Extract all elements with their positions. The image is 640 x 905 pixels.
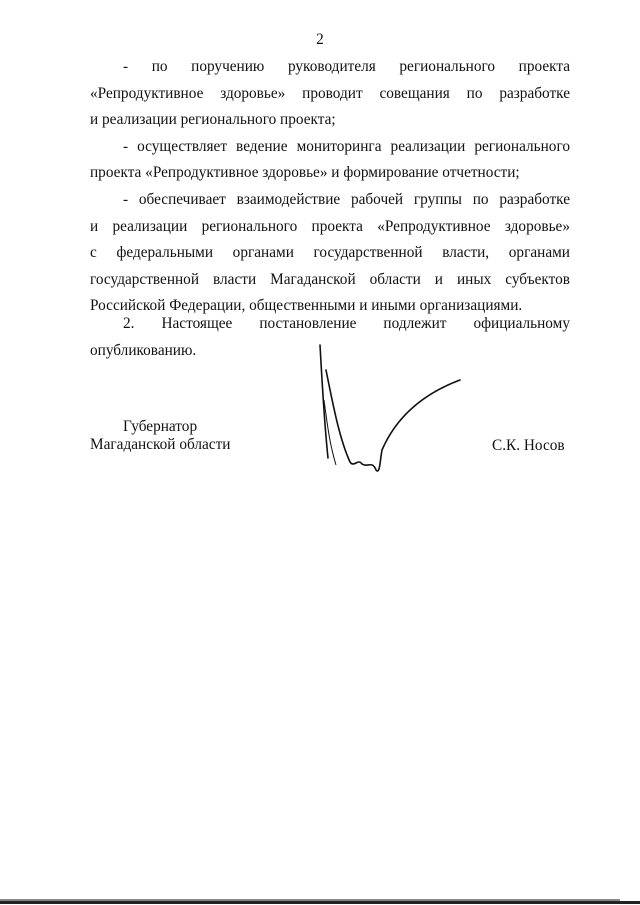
- text-line: государственной власти Магаданской области и иных субъектов: [90, 271, 570, 288]
- text-line: - по поручению руководителя регионального проекта: [123, 58, 570, 75]
- handwritten-signature: [310, 340, 480, 485]
- text-line: с федеральными органами государственной власти, органами: [90, 244, 570, 261]
- text-line: опубликованию.: [90, 342, 197, 359]
- signatory-position: Губернатор: [123, 418, 198, 435]
- text-line: «Репродуктивное здоровье» проводит совещания по разработке: [90, 85, 570, 102]
- text-line: - обеспечивает взаимодействие рабочей группы по разработке: [123, 191, 570, 208]
- text-line: и реализации регионального проекта «Репродуктивное здоровье»: [90, 218, 570, 235]
- page-number: 2: [316, 31, 324, 48]
- text-line: проекта «Репродуктивное здоровье» и формирование отчетности;: [90, 164, 520, 181]
- signatory-region: Магаданской области: [90, 436, 231, 453]
- text-line: и реализации регионального проекта;: [90, 111, 336, 128]
- text-line: - осуществляет ведение мониторинга реализации регионального: [123, 138, 570, 155]
- text-line: 2. Настоящее постановление подлежит официальному: [123, 315, 570, 332]
- scan-edge: [0, 901, 640, 904]
- text-line: Российской Федерации, общественными и иными организациями.: [90, 297, 523, 314]
- signatory-name: С.К. Носов: [492, 437, 565, 454]
